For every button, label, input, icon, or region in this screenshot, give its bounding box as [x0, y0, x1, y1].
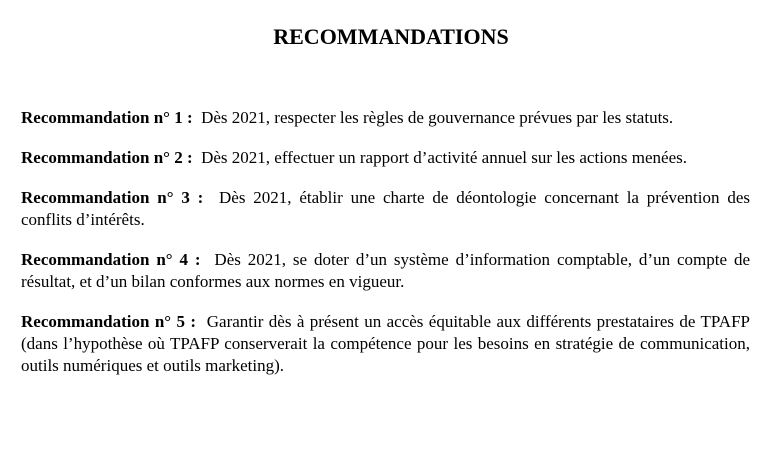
- recommendation-3: [21, 187, 750, 231]
- recommendation-2: [21, 147, 750, 169]
- recommendation-5: [21, 311, 750, 377]
- recommendation-label: Recommandation n° 4 :: [21, 250, 201, 269]
- recommendation-label: Recommandation n° 3 :: [21, 188, 204, 207]
- recommendation-text: Dès 2021, se doter d’un système d’information comptable, d’un compte de résultat, et d’un bilan conformes aux normes en vigueur.: [21, 250, 750, 291]
- recommendation-text: Dès 2021, effectuer un rapport d’activité annuel sur les actions menées.: [201, 148, 688, 167]
- recommendation-text: Dès 2021, établir une charte de déontologie concernant la prévention des conflits d’intérêts.: [21, 188, 750, 229]
- recommendation-label: Recommandation n° 5 :: [21, 312, 196, 331]
- recommendation-1: [21, 107, 750, 129]
- page-title: RECOMMANDATIONS: [273, 24, 509, 49]
- recommendations-list: [21, 107, 750, 395]
- recommendation-4: [21, 249, 750, 293]
- recommendation-label: Recommandation n° 1 :: [21, 108, 193, 127]
- recommendation-text: Dès 2021, respecter les règles de gouvernance prévues par les statuts.: [201, 108, 674, 127]
- recommendation-text: Garantir dès à présent un accès équitable aux différents prestataires de TPAFP (dans l’hypothèse où TPAFP conserverait la compétence pour les besoins en stratégie de communication, outils numériques et outils marketing).: [21, 312, 750, 375]
- recommendation-label: Recommandation n° 2 :: [21, 148, 193, 167]
